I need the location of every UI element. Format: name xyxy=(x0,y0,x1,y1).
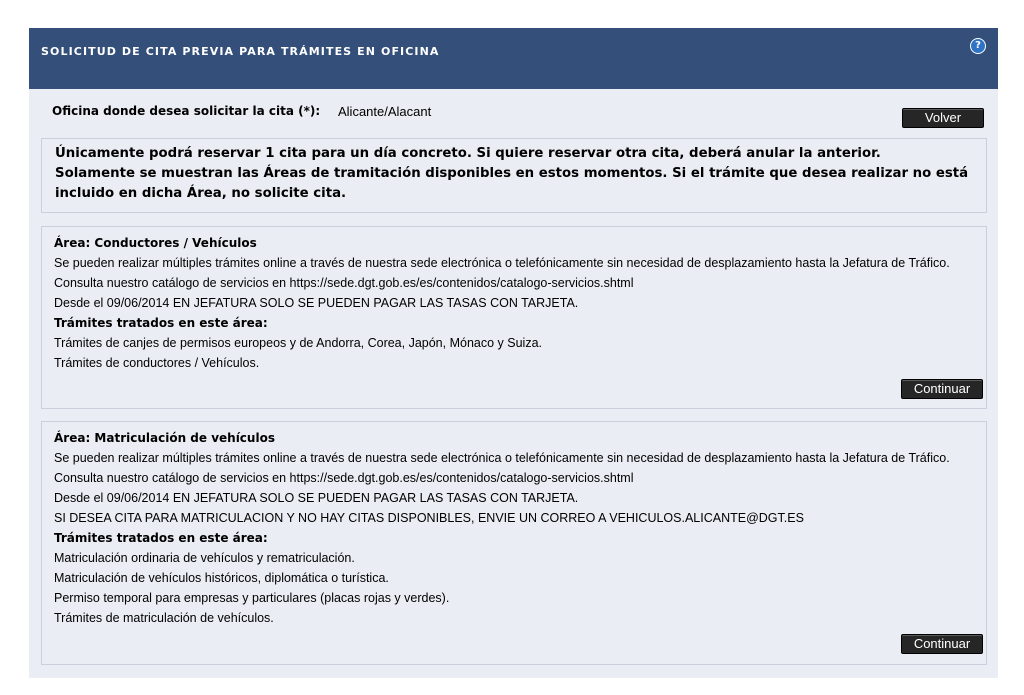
procedures-title: Trámites tratados en este área: xyxy=(54,316,268,330)
procedure-item: Permiso temporal para empresas y particulares (placas rojas y verdes). xyxy=(54,591,450,605)
area-note: Desde el 09/06/2014 EN JEFATURA SOLO SE PUEDEN PAGAR LAS TASAS CON TARJETA. xyxy=(54,491,579,505)
notice-line-1: Únicamente podrá reservar 1 cita para un día concreto. Si quiere reservar otra cita, deberá anular la anterior. xyxy=(55,146,881,161)
continue-button-conductores[interactable]: Continuar xyxy=(901,379,983,399)
area-description: Se pueden realizar múltiples trámites online a través de nuestra sede electrónica o telefónicamente sin necesidad de desplazamiento hasta la Jefatura de Tráfico. Consulta nuestro catálogo de servicios en https://sede.dgt.gob.es/es/contenidos/catalogo-servicios.shtml xyxy=(54,256,950,290)
area-note: Desde el 09/06/2014 EN JEFATURA SOLO SE PUEDEN PAGAR LAS TASAS CON TARJETA. xyxy=(54,296,579,310)
office-label: Oficina donde desea solicitar la cita (*): xyxy=(52,104,321,118)
area-description: Se pueden realizar múltiples trámites online a través de nuestra sede electrónica o telefónicamente sin necesidad de desplazamiento hasta la Jefatura de Tráfico. Consulta nuestro catálogo de servicios en https://sede.dgt.gob.es/es/contenidos/catalogo-servicios.shtml xyxy=(54,451,950,485)
page-title: SOLICITUD DE CITA PREVIA PARA TRÁMITES EN OFICINA xyxy=(41,45,440,58)
area-card-matriculacion xyxy=(41,421,987,665)
area-card-conductores xyxy=(41,226,987,409)
back-button[interactable]: Volver xyxy=(902,108,984,128)
notice-box xyxy=(41,138,987,213)
area-note: SI DESEA CITA PARA MATRICULACION Y NO HAY CITAS DISPONIBLES, ENVIE UN CORREO A VEHICULOS.ALICANTE@DGT.ES xyxy=(54,511,804,525)
help-icon[interactable]: ? xyxy=(970,38,986,54)
procedure-item: Trámites de matriculación de vehículos. xyxy=(54,611,274,625)
continue-button-matriculacion[interactable]: Continuar xyxy=(901,634,983,654)
office-row xyxy=(52,104,432,119)
panel-header xyxy=(29,28,998,89)
procedure-item: Matriculación ordinaria de vehículos y rematriculación. xyxy=(54,551,355,565)
procedure-item: Trámites de canjes de permisos europeos y de Andorra, Corea, Japón, Mónaco y Suiza. xyxy=(54,336,542,350)
office-value: Alicante/Alacant xyxy=(338,104,432,119)
notice-line-2: Solamente se muestran las Áreas de tramitación disponibles en estos momentos. Si el trámite que desea realizar no está incluido en dicha Área, no solicite cita. xyxy=(55,166,969,201)
procedures-title: Trámites tratados en este área: xyxy=(54,531,268,545)
appointment-panel xyxy=(29,28,998,678)
area-title: Área: Matriculación de vehículos xyxy=(54,431,275,445)
area-title: Área: Conductores / Vehículos xyxy=(54,236,257,250)
procedure-item: Trámites de conductores / Vehículos. xyxy=(54,356,260,370)
procedure-item: Matriculación de vehículos históricos, diplomática o turística. xyxy=(54,571,389,585)
